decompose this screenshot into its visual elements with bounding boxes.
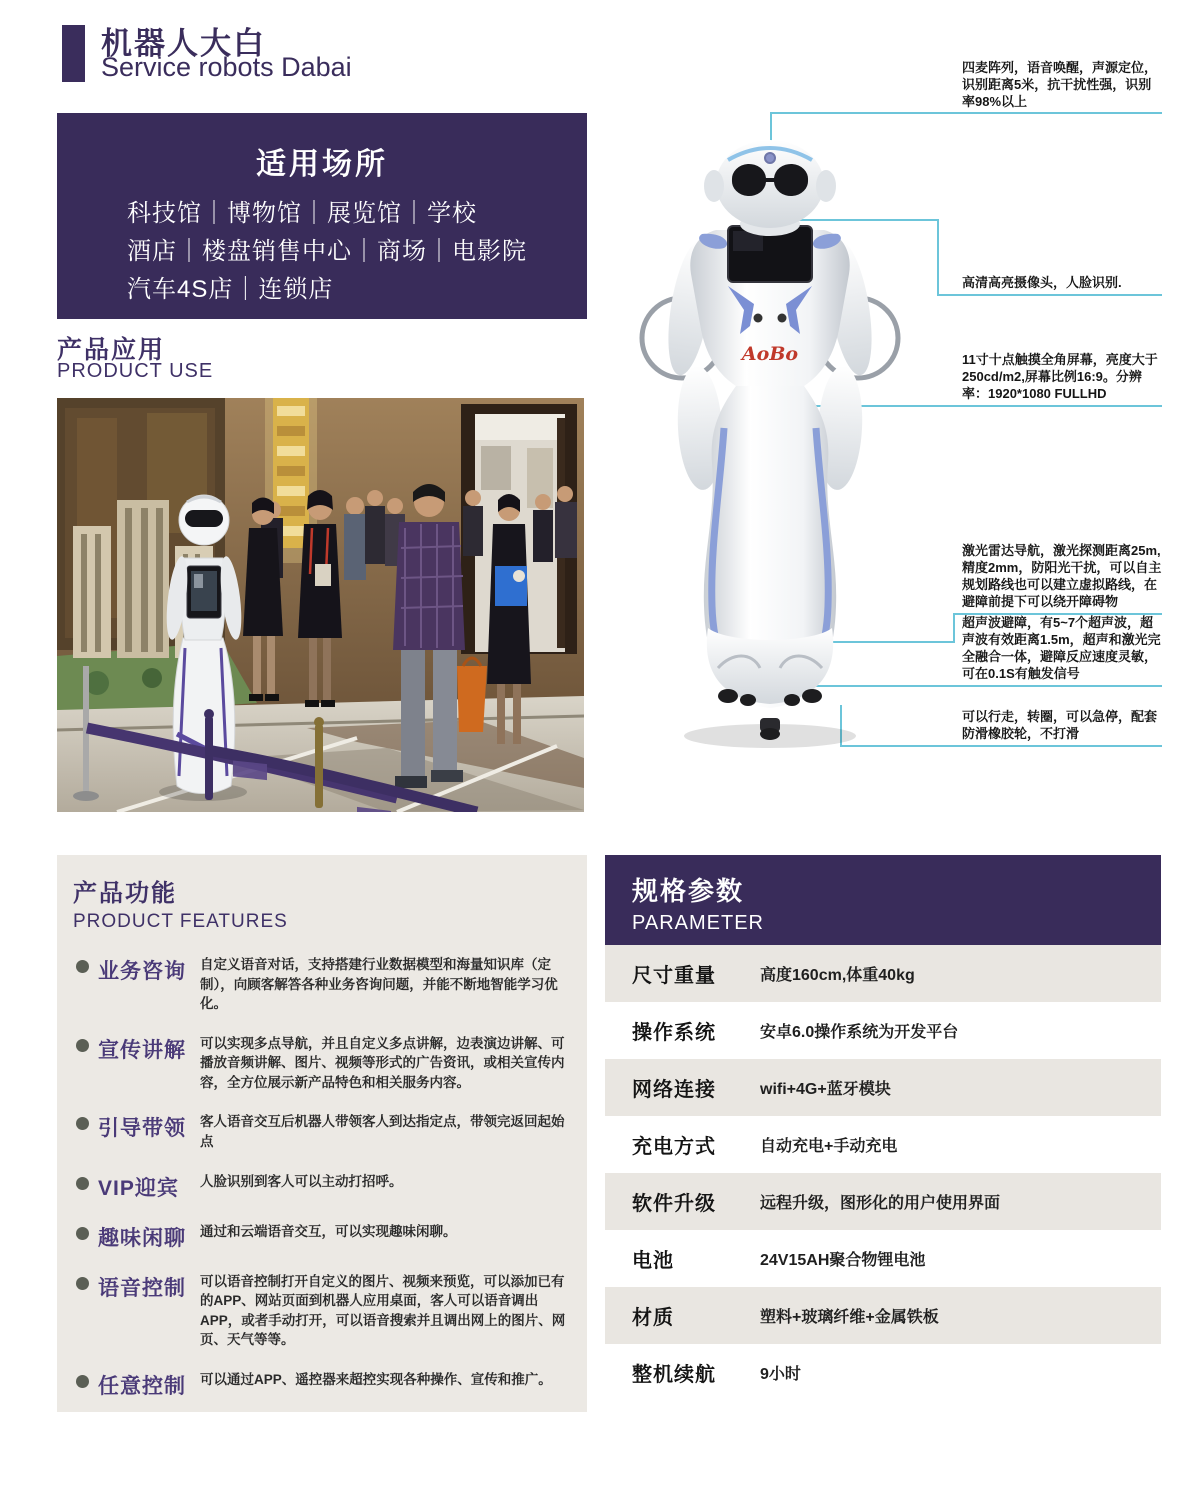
feature-label: 引导带领	[98, 1117, 186, 1141]
feature-desc: 可以通过APP、遥控器来超控实现各种操作、宣传和推广。	[200, 1371, 552, 1387]
bullet-icon	[76, 1375, 89, 1388]
product-features-panel	[57, 855, 587, 1412]
feature-item	[73, 1222, 571, 1252]
features-list	[73, 955, 571, 1400]
feature-desc: 可以语音控制打开自定义的图片、视频来预览，可以添加已有的APP、网站页面到机器人应用桌面，客人可以语音调出APP，或者手动打开，可以语音搜索并且调出网上的图片、网页、天气等等。	[200, 1273, 566, 1348]
parameter-value: wifi+4G+蓝牙模块	[760, 1081, 891, 1098]
bullet-icon	[76, 1177, 89, 1190]
feature-item	[73, 1112, 571, 1151]
callout-camera: 高清高亮摄像头，人脸识别.	[962, 275, 1122, 290]
feature-desc: 通过和云端语音交互，可以实现趣味闲聊。	[200, 1223, 457, 1239]
callout-line-camera-drop	[937, 219, 939, 296]
page-title: 机器人大白	[101, 26, 266, 61]
parameters-panel	[605, 855, 1161, 1401]
feature-label: 语音控制	[98, 1276, 186, 1300]
feature-label: 趣味闲聊	[98, 1226, 186, 1250]
parameters-title: 规格参数	[632, 876, 745, 906]
parameter-label: 材质	[632, 1307, 674, 1329]
robot-illustration	[632, 128, 908, 756]
product-use-title: 产品应用	[57, 336, 166, 364]
parameter-value: 安卓6.0操作系统为开发平台	[760, 1024, 959, 1041]
feature-item	[73, 1370, 571, 1400]
callout-ultrasonic: 超声波避障，有5~7个超声波，超声波有效距离1.5m，超声和激光完全融合一体，避障反应速度灵敏，可在0.1S有触发信号	[962, 615, 1161, 681]
bullet-icon	[76, 1039, 89, 1052]
feature-item	[73, 955, 571, 1014]
bullet-icon	[76, 1227, 89, 1240]
feature-label: VIP迎宾	[98, 1176, 179, 1200]
parameter-row	[605, 1002, 1161, 1059]
product-use-subtitle: PRODUCT USE	[57, 360, 214, 382]
parameter-label: 操作系统	[632, 1022, 716, 1044]
feature-label: 任意控制	[98, 1374, 186, 1398]
parameters-header	[605, 855, 1161, 945]
venue-line: 酒店｜楼盘销售中心｜商场｜电影院	[127, 238, 527, 265]
bullet-icon	[76, 960, 89, 973]
parameter-label: 尺寸重量	[632, 965, 716, 987]
parameter-label: 电池	[632, 1250, 674, 1272]
parameter-row	[605, 1173, 1161, 1230]
page-subtitle: Service robots Dabai	[101, 52, 352, 82]
parameter-row	[605, 1230, 1161, 1287]
callout-lidar: 激光雷达导航，激光探测距离25m,精度2mm，防阳光干扰，可以自主规划路线也可以建立虚拟路线，在避障前提下可以绕开障碍物	[962, 543, 1162, 609]
bullet-icon	[76, 1277, 89, 1290]
parameter-row	[605, 1059, 1161, 1116]
parameter-label: 网络连接	[632, 1079, 716, 1101]
features-subtitle: PRODUCT FEATURES	[73, 911, 288, 932]
callout-touchscreen: 11寸十点触摸全角屏幕，亮度大于250cd/m2,屏幕比例16:9。分辨率：1920*1080 FULLHD	[962, 352, 1158, 401]
parameter-value: 远程升级，图形化的用户使用界面	[760, 1195, 1001, 1212]
callout-line-camera-underline	[937, 294, 1162, 296]
features-title: 产品功能	[73, 880, 177, 907]
feature-desc: 可以实现多点导航，并且自定义多点讲解，边表演边讲解、可播放音频讲解、图片、视频等形式的广告资讯，或相关宣传内容，全方位展示新产品特色和相关服务内容。	[200, 1035, 565, 1090]
parameter-label: 整机续航	[632, 1364, 716, 1386]
venue-line: 科技馆｜博物馆｜展览馆｜学校	[127, 200, 477, 227]
feature-item	[73, 1172, 571, 1202]
parameter-row	[605, 1344, 1161, 1401]
parameter-row	[605, 1287, 1161, 1344]
feature-desc: 客人语音交互后机器人带领客人到达指定点，带领完返回起始点	[200, 1114, 565, 1149]
parameter-value: 9小时	[760, 1366, 801, 1383]
parameter-value: 塑料+玻璃纤维+金属铁板	[760, 1309, 939, 1326]
parameter-value: 24V15AH聚合物锂电池	[760, 1252, 926, 1269]
feature-label: 业务咨询	[98, 960, 186, 983]
callout-mic-array: 四麦阵列，语音唤醒，声源定位，识别距离5米，抗干扰性强，识别率98%以上	[962, 60, 1158, 109]
parameter-value: 自动充电+手动充电	[760, 1138, 898, 1155]
callout-wheels: 可以行走，转圈，可以急停，配套防滑橡胶轮，不打滑	[962, 709, 1158, 741]
venue-title: 适用场所	[256, 148, 388, 181]
bullet-icon	[76, 1117, 89, 1130]
feature-desc: 人脸识别到客人可以主动打招呼。	[200, 1173, 403, 1189]
parameter-value: 高度160cm,体重40kg	[760, 967, 915, 984]
parameters-subtitle: PARAMETER	[632, 912, 764, 934]
feature-desc: 自定义语音对话，支持搭建行业数据模型和海量知识库（定制），向顾客解答各种业务咨询问题，并能不断地智能学习优化。	[200, 957, 558, 1012]
venue-line: 汽车4S店｜连锁店	[127, 276, 334, 303]
callout-line-lidar-riser	[953, 613, 955, 643]
parameter-label: 软件升级	[632, 1193, 716, 1215]
parameter-row	[605, 1116, 1161, 1173]
feature-label: 宣传讲解	[98, 1038, 186, 1062]
parameter-row	[605, 945, 1161, 1002]
parameter-label: 充电方式	[632, 1136, 716, 1158]
robot-brand-text: AoBo	[741, 343, 799, 365]
feature-item	[73, 1034, 571, 1093]
feature-item	[73, 1272, 571, 1350]
